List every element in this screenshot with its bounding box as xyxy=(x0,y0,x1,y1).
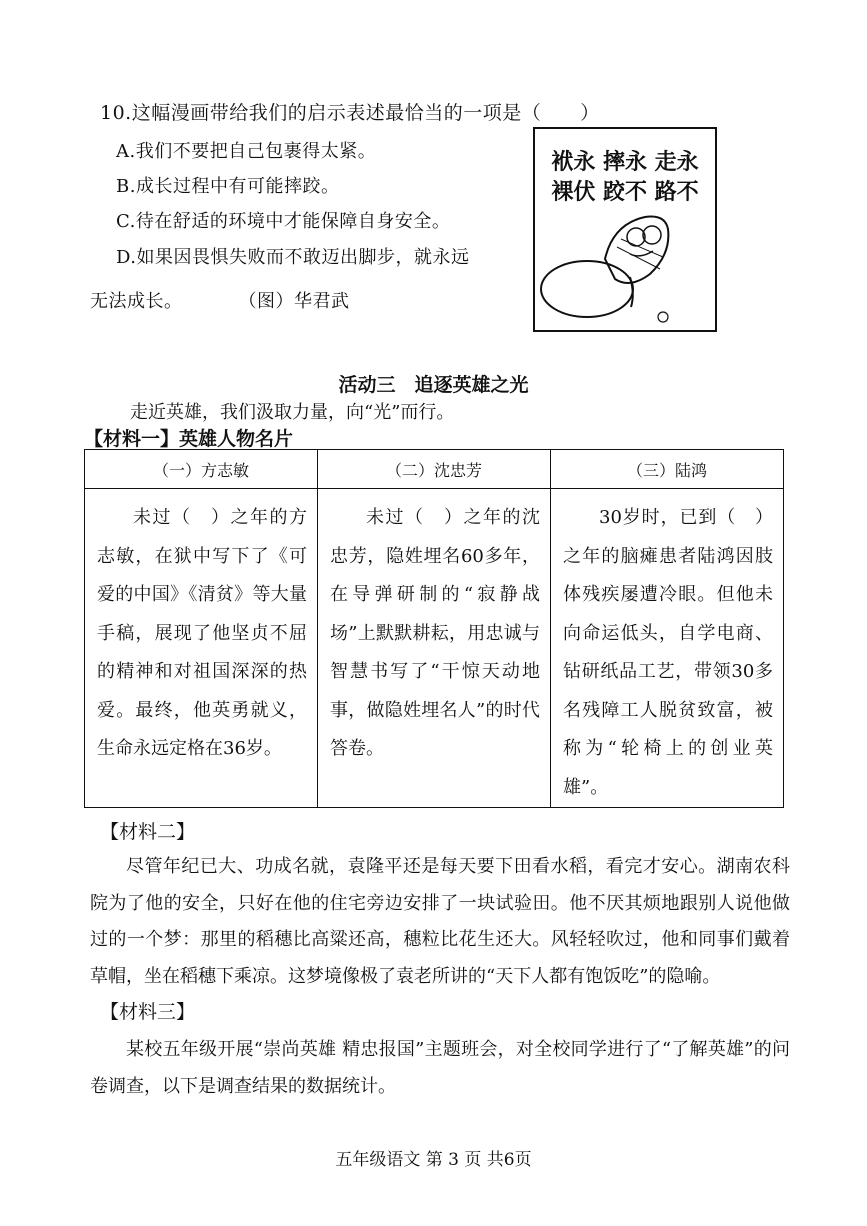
cartoon-caption-row1: 袱永 摔永 走永 xyxy=(551,150,699,175)
column-header: （二）沈忠芳 xyxy=(318,450,551,489)
option-d-continued: 无法成长。 （图）华君武 xyxy=(90,291,350,312)
cartoon-caption-row2: 裸伏 跤不 路不 xyxy=(551,180,699,205)
cartoon-image xyxy=(533,127,717,332)
column-header: （三）陆鸿 xyxy=(551,450,784,489)
activity-title: 活动三 追逐英雄之光 xyxy=(338,374,529,396)
material1-heading: 【材料一】英雄人物名片 xyxy=(84,428,294,450)
question-title: 10.这幅漫画带给我们的启示表述最恰当的一项是（ ） xyxy=(100,102,600,124)
material3-text: 某校五年级开展“崇尚英雄 精忠报国”主题班会，对全校同学进行了“了解英雄”的问卷调查，以下是调查结果的数据统计。 xyxy=(90,1039,790,1097)
option-d: D.如果因畏惧失败而不敢迈出脚步，就永远 xyxy=(116,247,470,268)
hero-card-lu: 30岁时，已到（ ）之年的脑瘫患者陆鸿因肢体残疾屡遭冷眼。但他未向命运低头，自学电商、钻研纸品工艺，带领30多名残障工人脱贫致富，被称为“轮椅上的创业英雄”。 xyxy=(551,489,784,808)
material2-heading: 【材料二】 xyxy=(100,821,196,843)
table-row xyxy=(85,489,784,808)
activity-intro: 走近英雄，我们汲取力量，向“光”而行。 xyxy=(130,402,455,423)
hero-card-fang: 未过（ ）之年的方志敏，在狱中写下了《可爱的中国》《清贫》等大量手稿，展现了他坚贞不屈的精神和对祖国深深的热爱。最终，他英勇就义，生命永远定格在36岁。 xyxy=(85,489,318,808)
material2-text: 尽管年纪已大、功成名就，袁隆平还是每天要下田看水稻，看完才安心。湖南农科院为了他的安全，只好在他的住宅旁边安排了一块试验田。他不厌其烦地跟别人说他做过的一个梦：那里的稻穗比高粱还高，穗粒比花生还大。风轻轻吹过，他和同事们戴着草帽，坐在稻穗下乘凉。这梦境像极了袁老所讲的“天下人都有饱饭吃”的隐喻。 xyxy=(90,856,790,987)
page-footer: 五年级语文 第 3 页 共6页 xyxy=(335,1150,532,1170)
option-a: A.我们不要把自己包裹得太紧。 xyxy=(116,141,377,162)
table-header-row xyxy=(85,450,784,489)
hero-card-table xyxy=(84,449,784,808)
column-header: （一）方志敏 xyxy=(85,450,318,489)
hero-card-shen: 未过（ ）之年的沈忠芳，隐姓埋名60多年，在导弹研制的“寂静战场”上默默耕耘，用忠诚与智慧书写了“干惊天动地事，做隐姓埋名人”的时代答卷。 xyxy=(318,489,551,808)
option-c: C.待在舒适的环境中才能保障自身安全。 xyxy=(116,211,451,232)
material3-heading: 【材料三】 xyxy=(100,1001,196,1023)
option-b: B.成长过程中有可能摔跤。 xyxy=(116,176,340,197)
